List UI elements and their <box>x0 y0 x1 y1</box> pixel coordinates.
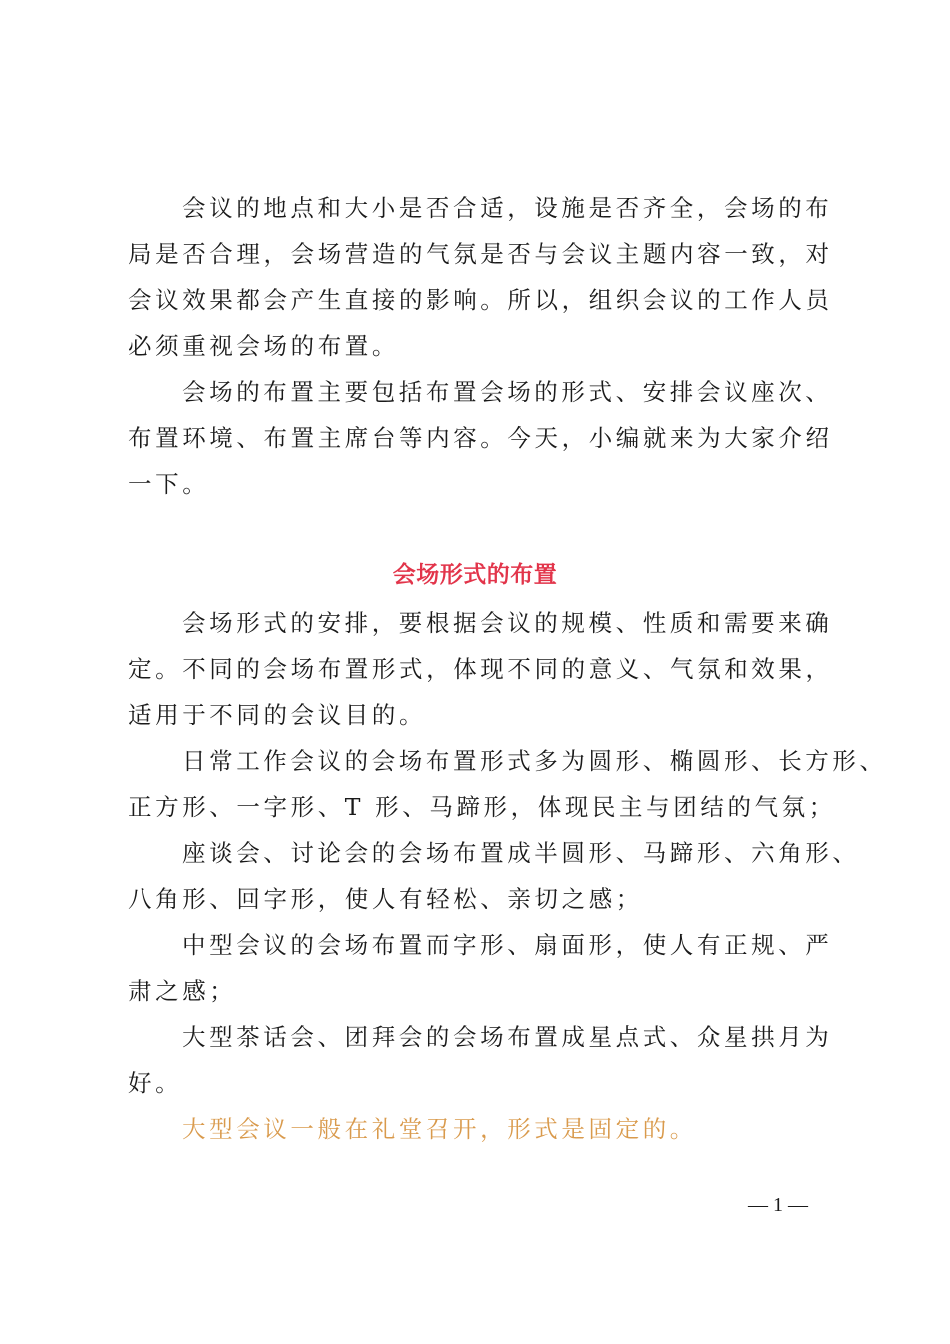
section-p4-line-1: 中型会议的会场布置而字形、扇面形，使人有正规、严 <box>182 931 833 959</box>
section-heading: 会场形式的布置 <box>392 561 558 588</box>
section-p6-highlight: 大型会议一般在礼堂召开，形式是固定的。 <box>182 1115 697 1143</box>
intro-p1-line-4: 必须重视会场的布置。 <box>128 332 399 360</box>
section-p1-line-3: 适用于不同的会议目的。 <box>128 701 427 729</box>
section-p2-line-1: 日常工作会议的会场布置形式多为圆形、椭圆形、长方形、 <box>182 747 887 775</box>
page-number: — 1 — <box>748 1194 808 1216</box>
intro-p2-line-1: 会场的布置主要包括布置会场的形式、安排会议座次、 <box>182 378 833 406</box>
intro-p1-line-1: 会议的地点和大小是否合适，设施是否齐全，会场的布 <box>182 194 833 222</box>
section-p5-line-1: 大型茶话会、团拜会的会场布置成星点式、众星拱月为 <box>182 1023 833 1051</box>
section-p3-line-1: 座谈会、讨论会的会场布置成半圆形、马蹄形、六角形、 <box>182 839 860 867</box>
intro-p1-line-2: 局是否合理，会场营造的气氛是否与会议主题内容一致，对 <box>128 240 833 268</box>
section-p1-line-2: 定。不同的会场布置形式，体现不同的意义、气氛和效果， <box>128 655 833 683</box>
section-p5-line-2: 好。 <box>128 1069 183 1097</box>
section-p3-line-2: 八角形、回字形，使人有轻松、亲切之感； <box>128 885 643 913</box>
section-p2-line-2: 正方形、一字形、T 形、马蹄形，体现民主与团结的气氛； <box>128 793 836 821</box>
intro-p2-line-3: 一下。 <box>128 470 210 498</box>
section-p4-line-2: 肃之感； <box>128 977 237 1005</box>
section-p1-line-1: 会场形式的安排，要根据会议的规模、性质和需要来确 <box>182 609 833 637</box>
intro-p1-line-3: 会议效果都会产生直接的影响。所以，组织会议的工作人员 <box>128 286 833 314</box>
intro-p2-line-2: 布置环境、布置主席台等内容。今天，小编就来为大家介绍 <box>128 424 833 452</box>
